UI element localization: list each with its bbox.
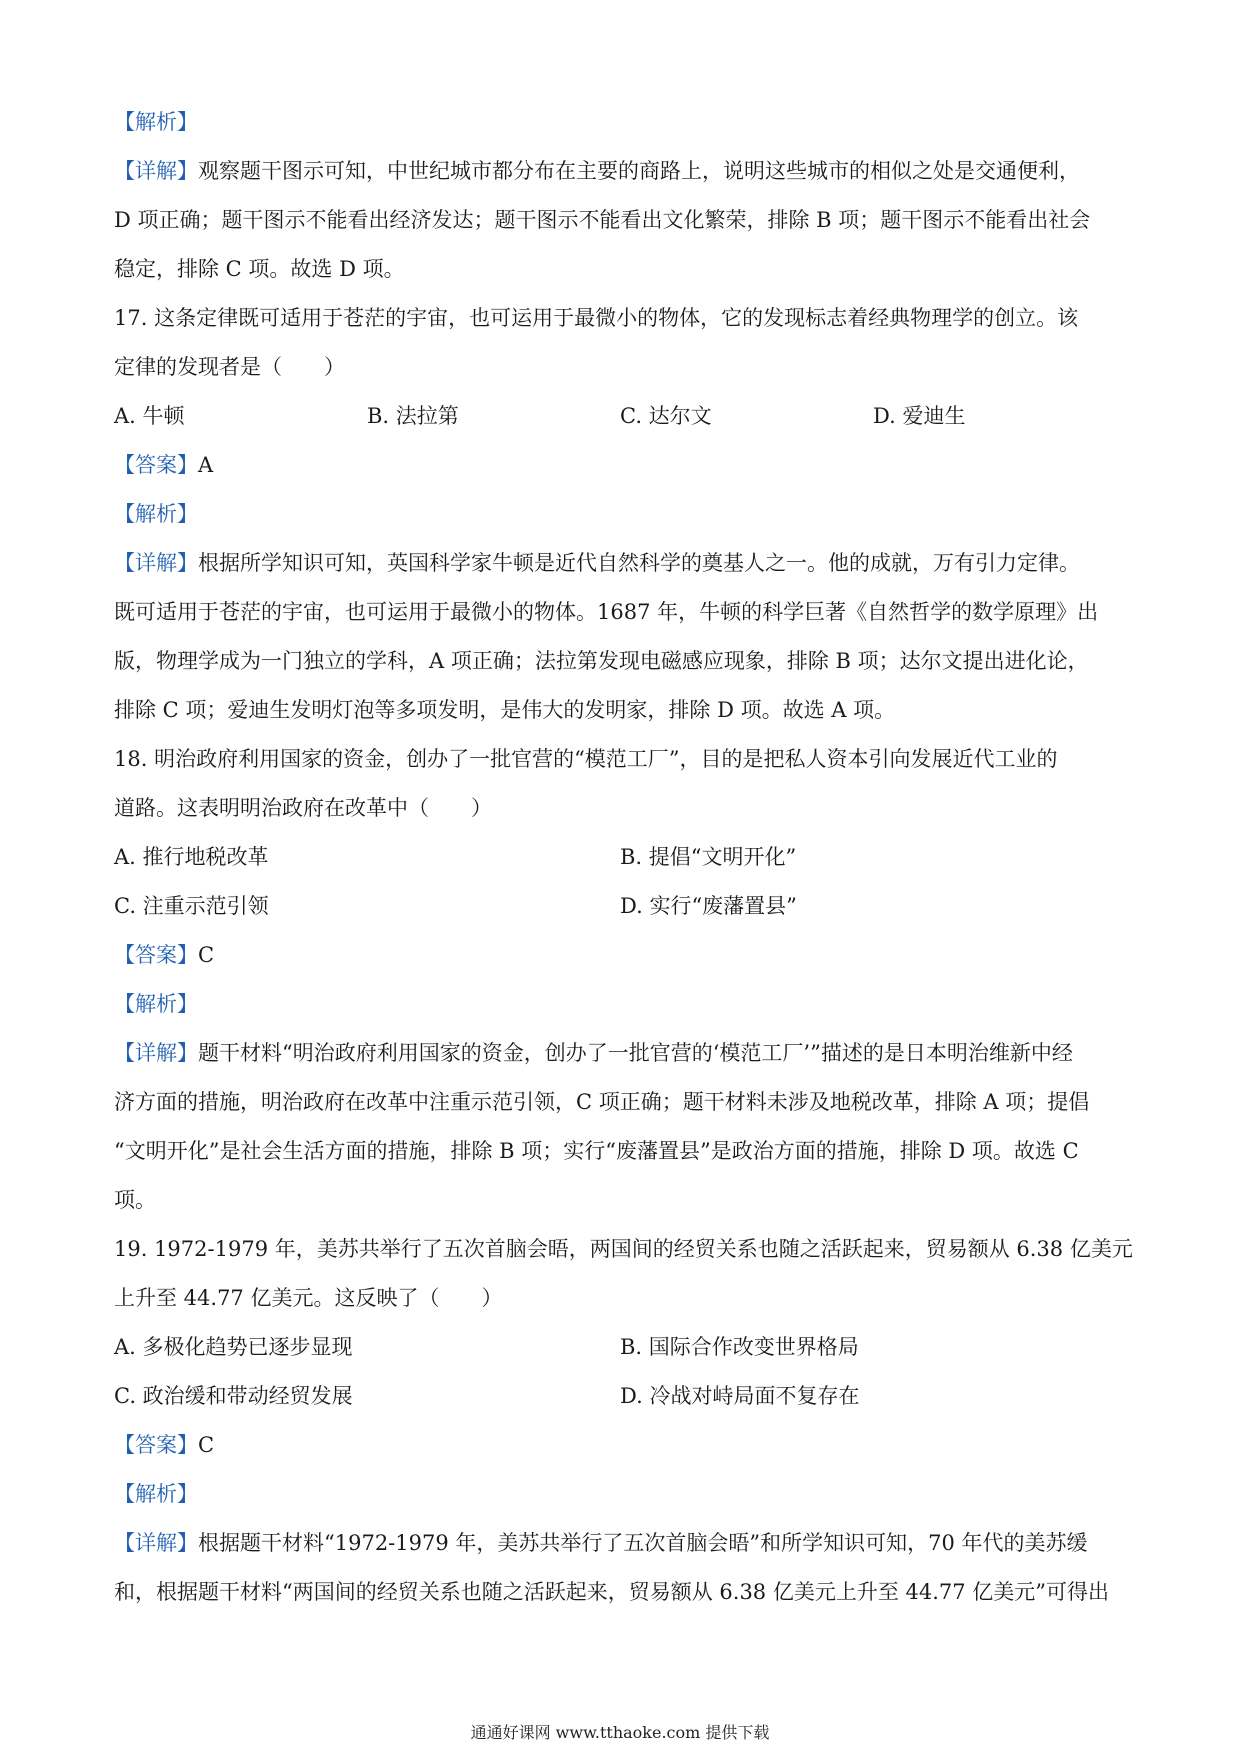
question-options xyxy=(114,392,1126,441)
detail-line: 济方面的措施，明治政府在改革中注重示范引领，C 项正确；题干材料未涉及地税改革，排除 A 项；提倡 xyxy=(114,1090,1090,1114)
analysis-tag: 【解析】 xyxy=(114,502,198,526)
option-d: D. 冷战对峙局面不复存在 xyxy=(620,1384,860,1408)
question-stem: 17. 这条定律既可适用于苍茫的宇宙，也可运用于最微小的物体，它的发现标志着经典物理学的创立。该 xyxy=(114,306,1079,330)
question-options xyxy=(114,833,1126,882)
question-stem: 19. 1972-1979 年，美苏共举行了五次首脑会晤，两国间的经贸关系也随之活跃起来，贸易额从 6.38 亿美元 xyxy=(114,1237,1133,1261)
detail-line: 既可适用于苍茫的宇宙，也可运用于最微小的物体。1687 年，牛顿的科学巨著《自然哲学的数学原理》出 xyxy=(114,600,1099,624)
detail-line: 【详解】根据题干材料“1972-1979 年，美苏共举行了五次首脑会晤”和所学知识可知，70 年代的美苏缓 xyxy=(114,1531,1088,1555)
answer-line: 【答案】C xyxy=(114,943,215,967)
detail-line: 【详解】题干材料“明治政府利用国家的资金，创办了一批官营的‘模范工厂’”描述的是日本明治维新中经 xyxy=(114,1041,1073,1065)
question-stem: 上升至 44.77 亿美元。这反映了（ ） xyxy=(114,1286,503,1310)
question-options xyxy=(114,1323,1126,1372)
detail-line: 【详解】根据所学知识可知，英国科学家牛顿是近代自然科学的奠基人之一。他的成就，万有引力定律。 xyxy=(114,551,1080,575)
detail-line: D 项正确；题干图示不能看出经济发达；题干图示不能看出文化繁荣，排除 B 项；题干图示不能看出社会 xyxy=(114,208,1091,232)
analysis-tag: 【解析】 xyxy=(114,992,198,1016)
detail-line: 版，物理学成为一门独立的学科，A 项正确；法拉第发现电磁感应现象，排除 B 项；达尔文提出进化论， xyxy=(114,649,1089,673)
option-b: B. 国际合作改变世界格局 xyxy=(620,1335,859,1359)
option-b: B. 法拉第 xyxy=(367,404,459,428)
detail-line: 【详解】观察题干图示可知，中世纪城市都分布在主要的商路上，说明这些城市的相似之处是交通便利， xyxy=(114,159,1080,183)
question-stem: 18. 明治政府利用国家的资金，创办了一批官营的“模范工厂”，目的是把私人资本引向发展近代工业的 xyxy=(114,747,1058,771)
page-footer: 通通好课网 www.tthaoke.com 提供下载 xyxy=(470,1723,770,1742)
detail-line: 项。 xyxy=(114,1188,156,1212)
question-stem: 道路。这表明明治政府在改革中（ ） xyxy=(114,796,492,820)
detail-line: “文明开化”是社会生活方面的措施，排除 B 项；实行“废藩置县”是政治方面的措施，排除 D 项。故选 C xyxy=(114,1139,1079,1163)
option-b: B. 提倡“文明开化” xyxy=(620,845,797,869)
analysis-tag: 【解析】 xyxy=(114,1482,198,1506)
detail-line: 和，根据题干材料“两国间的经贸关系也随之活跃起来，贸易额从 6.38 亿美元上升至 44.77 亿美元”可得出 xyxy=(114,1580,1110,1604)
option-a: A. 多极化趋势已逐步显现 xyxy=(114,1335,353,1359)
analysis-tag: 【解析】 xyxy=(114,110,198,134)
option-a: A. 推行地税改革 xyxy=(114,845,269,869)
option-d: D. 爱迪生 xyxy=(873,404,966,428)
option-c: C. 达尔文 xyxy=(620,404,712,428)
answer-line: 【答案】A xyxy=(114,453,214,477)
question-options xyxy=(114,1372,1126,1421)
option-d: D. 实行“废藩置县” xyxy=(620,894,797,918)
detail-line: 稳定，排除 C 项。故选 D 项。 xyxy=(114,257,405,281)
question-stem: 定律的发现者是（ ） xyxy=(114,355,345,379)
page-content xyxy=(114,98,1133,1617)
answer-line: 【答案】C xyxy=(114,1433,215,1457)
option-c: C. 注重示范引领 xyxy=(114,894,269,918)
option-c: C. 政治缓和带动经贸发展 xyxy=(114,1384,353,1408)
detail-line: 排除 C 项；爱迪生发明灯泡等多项发明，是伟大的发明家，排除 D 项。故选 A 项。 xyxy=(114,698,896,722)
option-a: A. 牛顿 xyxy=(114,404,185,428)
question-options xyxy=(114,882,1126,931)
